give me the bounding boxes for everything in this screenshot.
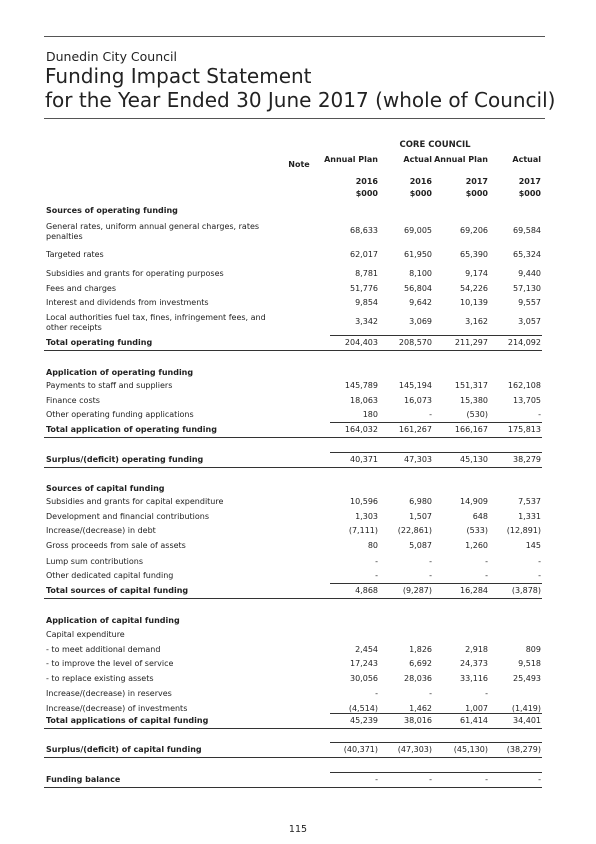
- col4-year: 2017: [518, 177, 541, 186]
- cell-col4: (1,419): [511, 704, 541, 713]
- cell-col1: 9,854: [355, 298, 378, 307]
- total-top-rule: [330, 335, 542, 336]
- row-label: - to replace existing assets: [46, 674, 154, 683]
- cell-col1: 45,239: [350, 716, 378, 725]
- cell-col3: -: [485, 775, 488, 784]
- cell-col1: 80: [367, 541, 378, 550]
- cell-col2: 208,570: [398, 338, 432, 347]
- cell-col1: -: [375, 775, 378, 784]
- row-label: Increase/(decrease) in debt: [46, 526, 156, 535]
- row-label: Increase/(decrease) in reserves: [46, 689, 172, 698]
- cell-col2: 145,194: [398, 381, 432, 390]
- cell-col2: 5,087: [409, 541, 432, 550]
- col3-unit: $000: [465, 189, 488, 198]
- cell-col3: 166,167: [454, 425, 488, 434]
- cell-col1: 180: [362, 410, 378, 419]
- cell-col2: (9,287): [402, 586, 432, 595]
- total-bottom-rule: [44, 467, 542, 468]
- cell-col2: -: [429, 775, 432, 784]
- cell-col3: 648: [472, 512, 488, 521]
- cell-col4: 214,092: [507, 338, 541, 347]
- row-label: Payments to staff and suppliers: [46, 381, 173, 390]
- cell-col3: 2,918: [465, 645, 488, 654]
- cell-col3: 65,390: [460, 250, 488, 259]
- cell-col4: (38,279): [506, 745, 541, 754]
- cell-col2: -: [429, 410, 432, 419]
- cell-col2: -: [429, 689, 432, 698]
- col2-unit: $000: [409, 189, 432, 198]
- total-bottom-rule: [44, 728, 542, 729]
- row-label: Interest and dividends from investments: [46, 298, 209, 307]
- cell-col1: 40,371: [350, 455, 378, 464]
- total-top-rule: [330, 422, 542, 423]
- cell-col3: 14,909: [460, 497, 488, 506]
- cell-col4: -: [538, 775, 541, 784]
- cell-col2: (22,861): [397, 526, 432, 535]
- cell-col4: 9,518: [518, 659, 541, 668]
- cell-col1: 145,789: [344, 381, 378, 390]
- row-label: Development and financial contributions: [46, 512, 210, 521]
- row-label: Capital expenditure: [46, 630, 125, 639]
- cell-col1: 30,056: [350, 674, 378, 683]
- cell-col4: 809: [525, 645, 541, 654]
- cell-col4: 1,331: [518, 512, 541, 521]
- row-label: Total applications of capital funding: [46, 716, 209, 725]
- row-label: Gross proceeds from sale of assets: [46, 541, 186, 550]
- cell-col2: 16,073: [404, 396, 432, 405]
- cell-col1: 164,032: [344, 425, 378, 434]
- cell-col4: 7,537: [518, 497, 541, 506]
- cell-col2: 3,069: [409, 317, 432, 326]
- cell-col3: 33,116: [460, 674, 488, 683]
- col2-year: 2016: [409, 177, 432, 186]
- cell-col3: -: [485, 557, 488, 566]
- total-bottom-rule: [44, 437, 542, 438]
- total-top-rule: [330, 713, 542, 714]
- page-title: [45, 64, 555, 112]
- cell-col3: 61,414: [460, 716, 488, 725]
- cell-col3: 69,206: [460, 226, 488, 235]
- cell-col3: (533): [466, 526, 488, 535]
- total-top-rule: [330, 742, 542, 743]
- cell-col3: 10,139: [460, 298, 488, 307]
- total-top-rule: [330, 583, 542, 584]
- col1-type: Annual Plan: [324, 155, 378, 164]
- cell-col1: 68,633: [350, 226, 378, 235]
- row-label: Lump sum contributions: [46, 557, 144, 566]
- cell-col3: 24,373: [460, 659, 488, 668]
- cell-col3: -: [485, 689, 488, 698]
- row-label: Sources of operating funding: [46, 206, 178, 215]
- cell-col1: 62,017: [350, 250, 378, 259]
- row-label: Funding balance: [46, 775, 121, 784]
- title-line-2: for the Year Ended 30 June 2017 (whole of Council): [45, 88, 556, 112]
- col1-unit: $000: [355, 189, 378, 198]
- row-label: Other dedicated capital funding: [46, 571, 174, 580]
- cell-col4: 145: [525, 541, 541, 550]
- cell-col3: -: [485, 571, 488, 580]
- cell-col1: 51,776: [350, 284, 378, 293]
- cell-col3: 1,260: [465, 541, 488, 550]
- row-label: Application of operating funding: [46, 368, 194, 377]
- total-bottom-rule: [44, 787, 542, 788]
- cell-col3: 211,297: [454, 338, 488, 347]
- cell-col1: -: [375, 557, 378, 566]
- cell-col2: 1,507: [409, 512, 432, 521]
- col3-year: 2017: [465, 177, 488, 186]
- title-line-1: Funding Impact Statement: [45, 64, 312, 88]
- row-label: - to meet additional demand: [46, 645, 161, 654]
- cell-col4: 9,557: [518, 298, 541, 307]
- cell-col2: 6,980: [409, 497, 432, 506]
- cell-col1: -: [375, 689, 378, 698]
- cell-col1: (4,514): [348, 704, 378, 713]
- cell-col2: 1,826: [409, 645, 432, 654]
- cell-col4: 65,324: [513, 250, 541, 259]
- cell-col1: -: [375, 571, 378, 580]
- cell-col4: 162,108: [507, 381, 541, 390]
- row-label: Increase/(decrease) of investments: [46, 704, 188, 713]
- cell-col4: 57,130: [513, 284, 541, 293]
- col2-type: Actual: [403, 155, 432, 164]
- row-label: Finance costs: [46, 396, 100, 405]
- cell-col1: 2,454: [355, 645, 378, 654]
- note-column-header: Note: [288, 160, 310, 169]
- cell-col4: -: [538, 557, 541, 566]
- cell-col3: 9,174: [465, 269, 488, 278]
- cell-col1: 17,243: [350, 659, 378, 668]
- cell-col1: (40,371): [343, 745, 378, 754]
- row-label: Local authorities fuel tax, fines, infringement fees, and other receipts: [46, 313, 266, 332]
- cell-col4: -: [538, 410, 541, 419]
- cell-col2: 1,462: [409, 704, 432, 713]
- core-council-header: CORE COUNCIL: [399, 140, 471, 150]
- col4-unit: $000: [518, 189, 541, 198]
- row-label: Surplus/(deficit) operating funding: [46, 455, 204, 464]
- cell-col2: 56,804: [404, 284, 432, 293]
- cell-col4: (12,891): [506, 526, 541, 535]
- row-label: Subsidies and grants for operating purposes: [46, 269, 224, 278]
- row-label: Total operating funding: [46, 338, 153, 347]
- cell-col3: 1,007: [465, 704, 488, 713]
- cell-col1: 10,596: [350, 497, 378, 506]
- total-bottom-rule: [44, 757, 542, 758]
- cell-col2: -: [429, 571, 432, 580]
- cell-col4: 13,705: [513, 396, 541, 405]
- cell-col1: 4,868: [355, 586, 378, 595]
- cell-col4: 38,279: [513, 455, 541, 464]
- cell-col1: 3,342: [355, 317, 378, 326]
- cell-col3: 15,380: [460, 396, 488, 405]
- cell-col1: 18,063: [350, 396, 378, 405]
- col4-type: Actual: [512, 155, 541, 164]
- row-label: Fees and charges: [46, 284, 116, 293]
- cell-col2: 69,005: [404, 226, 432, 235]
- cell-col2: 161,267: [398, 425, 432, 434]
- cell-col4: 25,493: [513, 674, 541, 683]
- cell-col2: (47,303): [397, 745, 432, 754]
- cell-col3: 16,284: [460, 586, 488, 595]
- organization-name: Dunedin City Council: [46, 49, 177, 64]
- total-bottom-rule: [44, 350, 542, 351]
- row-label: Surplus/(deficit) of capital funding: [46, 745, 202, 754]
- row-label: Total sources of capital funding: [46, 586, 189, 595]
- title-rule: [44, 118, 545, 119]
- cell-col2: 8,100: [409, 269, 432, 278]
- cell-col1: (7,111): [348, 526, 378, 535]
- cell-col4: 69,584: [513, 226, 541, 235]
- cell-col2: 6,692: [409, 659, 432, 668]
- row-label: Sources of capital funding: [46, 484, 165, 493]
- row-label: Application of capital funding: [46, 616, 180, 625]
- cell-col4: -: [538, 571, 541, 580]
- row-label: Total application of operating funding: [46, 425, 217, 434]
- cell-col1: 8,781: [355, 269, 378, 278]
- cell-col3: (45,130): [453, 745, 488, 754]
- cell-col3: (530): [466, 410, 488, 419]
- cell-col2: 47,303: [404, 455, 432, 464]
- col3-type: Annual Plan: [434, 155, 488, 164]
- row-label: - to improve the level of service: [46, 659, 174, 668]
- cell-col3: 151,317: [454, 381, 488, 390]
- cell-col4: 9,440: [518, 269, 541, 278]
- total-top-rule: [330, 452, 542, 453]
- cell-col2: 38,016: [404, 716, 432, 725]
- col1-year: 2016: [355, 177, 378, 186]
- total-bottom-rule: [44, 598, 542, 599]
- page-number: 115: [288, 824, 308, 835]
- cell-col1: 204,403: [344, 338, 378, 347]
- cell-col4: 175,813: [507, 425, 541, 434]
- cell-col2: -: [429, 557, 432, 566]
- row-label: General rates, uniform annual general charges, rates penalties: [46, 222, 260, 241]
- cell-col3: 3,162: [465, 317, 488, 326]
- cell-col4: 3,057: [518, 317, 541, 326]
- cell-col2: 61,950: [404, 250, 432, 259]
- cell-col4: (3,878): [511, 586, 541, 595]
- top-rule: [44, 36, 545, 37]
- total-top-rule: [330, 772, 542, 773]
- cell-col4: 34,401: [513, 716, 541, 725]
- cell-col3: 45,130: [460, 455, 488, 464]
- row-label: Targeted rates: [46, 250, 104, 259]
- cell-col3: 54,226: [460, 284, 488, 293]
- row-label: Subsidies and grants for capital expenditure: [46, 497, 224, 506]
- cell-col2: 9,642: [409, 298, 432, 307]
- row-label: Other operating funding applications: [46, 410, 194, 419]
- cell-col2: 28,036: [404, 674, 432, 683]
- cell-col1: 1,303: [355, 512, 378, 521]
